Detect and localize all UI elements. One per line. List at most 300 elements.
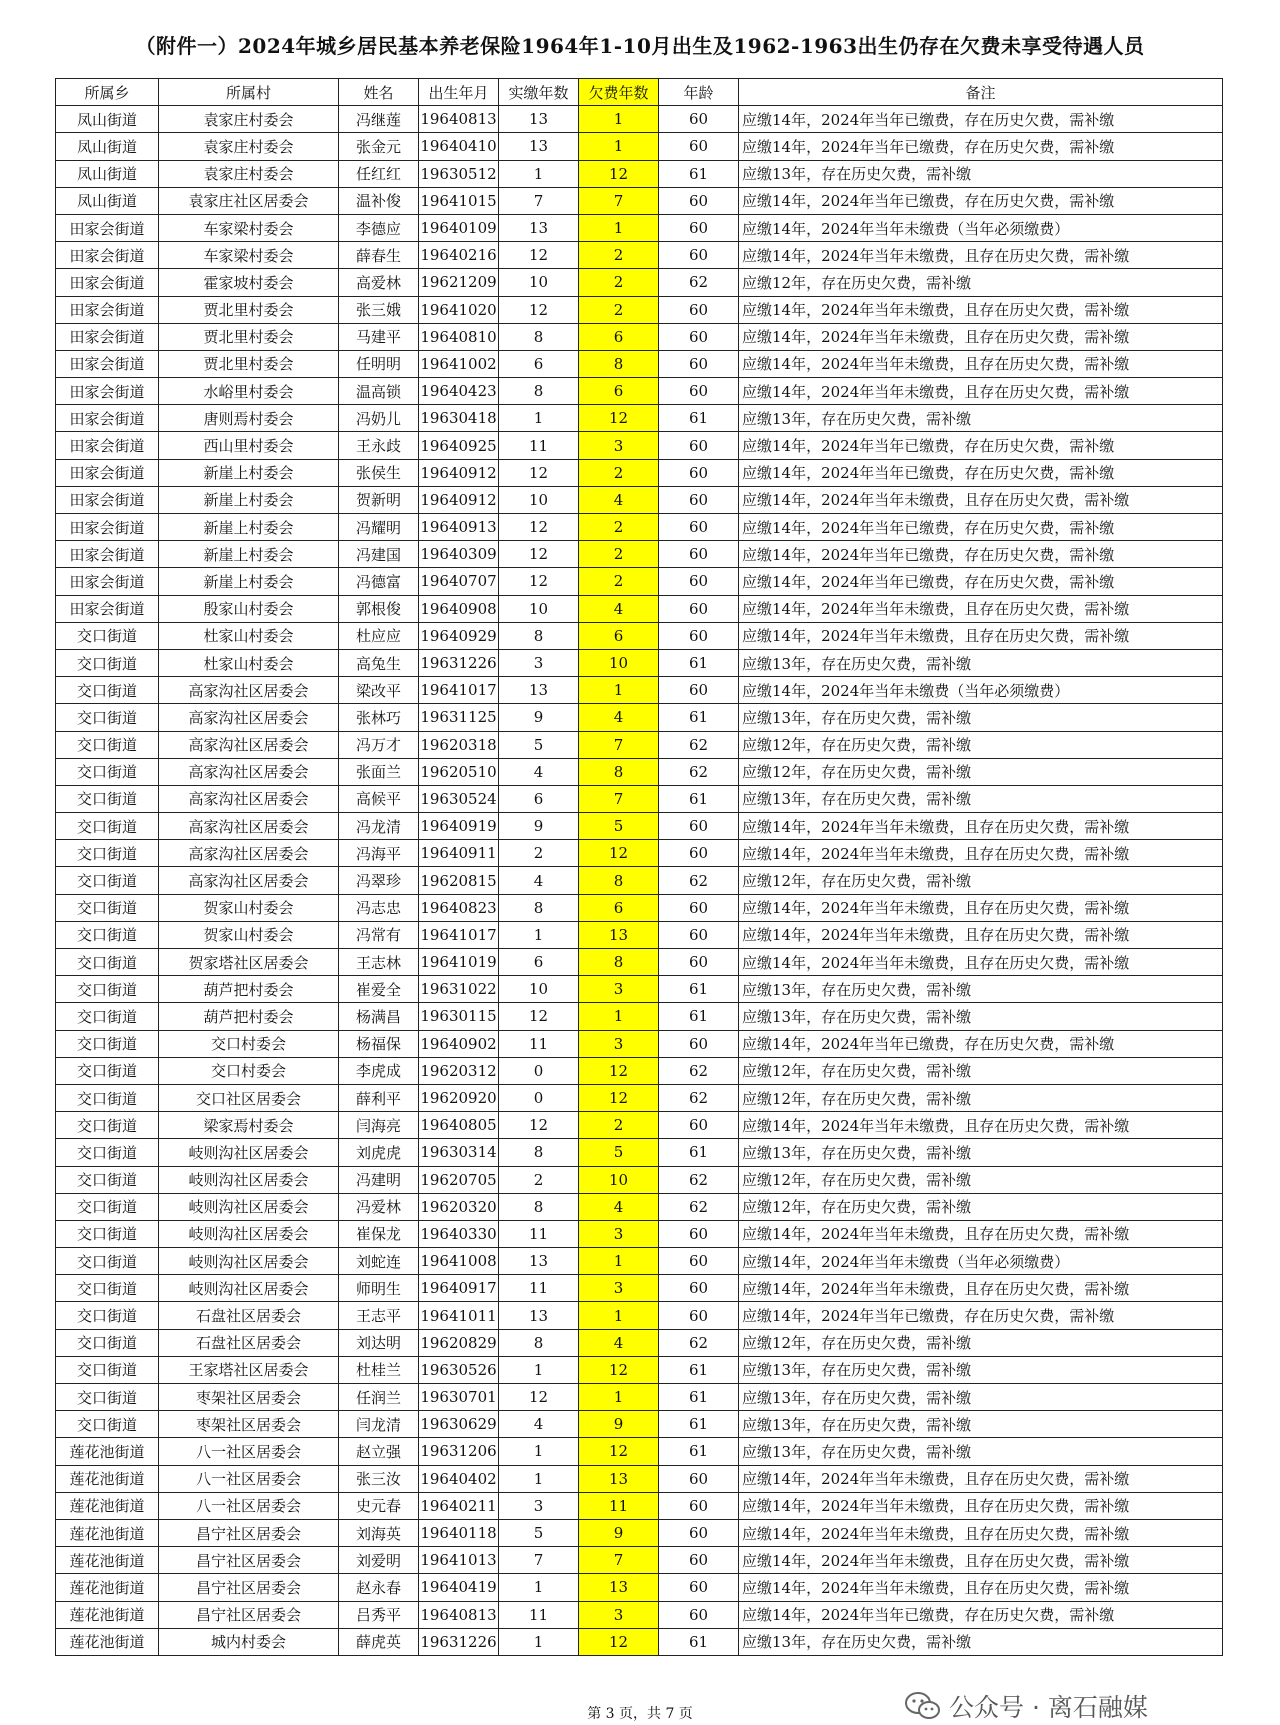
cell-township: 田家会街道	[56, 214, 159, 241]
cell-birth-date: 19620510	[419, 758, 499, 785]
cell-age: 61	[659, 405, 739, 432]
table-row	[56, 1057, 1223, 1084]
cell-township: 田家会街道	[56, 405, 159, 432]
cell-name: 刘虎虎	[339, 1139, 419, 1166]
cell-age: 60	[659, 568, 739, 595]
cell-name: 任明明	[339, 350, 419, 377]
cell-name: 张三汝	[339, 1465, 419, 1492]
cell-age: 61	[659, 1356, 739, 1383]
table-row	[56, 486, 1223, 513]
cell-remarks: 应缴14年，2024年当年未缴费（当年必须缴费）	[739, 214, 1223, 241]
cell-paid-years: 12	[499, 514, 579, 541]
cell-remarks: 应缴14年，2024年当年已缴费，存在历史欠费，需补缴	[739, 187, 1223, 214]
cell-name: 薛利平	[339, 1084, 419, 1111]
table-row	[56, 595, 1223, 622]
cell-age: 60	[659, 459, 739, 486]
cell-village: 昌宁社区居委会	[159, 1574, 339, 1601]
cell-age: 62	[659, 1166, 739, 1193]
cell-village: 岐则沟社区居委会	[159, 1220, 339, 1247]
cell-name: 刘海英	[339, 1519, 419, 1546]
cell-remarks: 应缴14年，2024年当年已缴费，存在历史欠费，需补缴	[739, 133, 1223, 160]
cell-birth-date: 19640423	[419, 378, 499, 405]
cell-age: 60	[659, 1248, 739, 1275]
cell-village: 新崖上村委会	[159, 514, 339, 541]
cell-village: 杜家山村委会	[159, 649, 339, 676]
cell-birth-date: 19620320	[419, 1193, 499, 1220]
cell-age: 61	[659, 160, 739, 187]
cell-age: 60	[659, 541, 739, 568]
table-row	[56, 405, 1223, 432]
cell-paid-years: 8	[499, 894, 579, 921]
cell-name: 任红红	[339, 160, 419, 187]
cell-paid-years: 5	[499, 731, 579, 758]
cell-birth-date: 19640805	[419, 1112, 499, 1139]
cell-paid-years: 12	[499, 541, 579, 568]
cell-paid-years: 4	[499, 867, 579, 894]
cell-birth-date: 19641019	[419, 949, 499, 976]
cell-name: 史元春	[339, 1492, 419, 1519]
cell-birth-date: 19640912	[419, 486, 499, 513]
table-row	[56, 894, 1223, 921]
cell-village: 昌宁社区居委会	[159, 1547, 339, 1574]
cell-age: 61	[659, 649, 739, 676]
cell-arrears-years: 6	[579, 323, 659, 350]
cell-birth-date: 19620312	[419, 1057, 499, 1084]
cell-village: 车家梁村委会	[159, 242, 339, 269]
cell-age: 62	[659, 1329, 739, 1356]
cell-birth-date: 19630418	[419, 405, 499, 432]
cell-arrears-years: 3	[579, 1275, 659, 1302]
cell-township: 凤山街道	[56, 133, 159, 160]
cell-village: 石盘社区居委会	[159, 1302, 339, 1329]
cell-arrears-years: 11	[579, 1492, 659, 1519]
table-row	[56, 1411, 1223, 1438]
cell-name: 师明生	[339, 1275, 419, 1302]
table-row	[56, 1628, 1223, 1655]
table-body	[56, 106, 1223, 1656]
cell-township: 交口街道	[56, 1166, 159, 1193]
cell-remarks: 应缴14年，2024年当年已缴费，存在历史欠费，需补缴	[739, 1302, 1223, 1329]
cell-name: 王志平	[339, 1302, 419, 1329]
cell-arrears-years: 2	[579, 269, 659, 296]
cell-village: 昌宁社区居委会	[159, 1519, 339, 1546]
cell-birth-date: 19641020	[419, 296, 499, 323]
cell-remarks: 应缴14年，2024年当年已缴费，存在历史欠费，需补缴	[739, 514, 1223, 541]
table-row	[56, 1302, 1223, 1329]
cell-paid-years: 11	[499, 432, 579, 459]
cell-remarks: 应缴12年，存在历史欠费，需补缴	[739, 269, 1223, 296]
cell-paid-years: 9	[499, 704, 579, 731]
cell-township: 交口街道	[56, 677, 159, 704]
cell-village: 高家沟社区居委会	[159, 867, 339, 894]
table-row	[56, 1601, 1223, 1628]
cell-township: 交口街道	[56, 894, 159, 921]
table-row	[56, 840, 1223, 867]
cell-age: 60	[659, 106, 739, 133]
cell-township: 莲花池街道	[56, 1547, 159, 1574]
cell-paid-years: 0	[499, 1084, 579, 1111]
cell-arrears-years: 1	[579, 1384, 659, 1411]
cell-paid-years: 7	[499, 187, 579, 214]
cell-paid-years: 1	[499, 160, 579, 187]
cell-age: 60	[659, 1547, 739, 1574]
cell-paid-years: 12	[499, 242, 579, 269]
cell-township: 田家会街道	[56, 350, 159, 377]
table-row	[56, 459, 1223, 486]
cell-paid-years: 4	[499, 758, 579, 785]
cell-birth-date: 19640419	[419, 1574, 499, 1601]
cell-birth-date: 19640810	[419, 323, 499, 350]
cell-paid-years: 3	[499, 1492, 579, 1519]
cell-birth-date: 19640813	[419, 1601, 499, 1628]
cell-name: 吕秀平	[339, 1601, 419, 1628]
cell-paid-years: 4	[499, 1411, 579, 1438]
cell-arrears-years: 6	[579, 622, 659, 649]
cell-township: 交口街道	[56, 921, 159, 948]
cell-remarks: 应缴14年，2024年当年未缴费，且存在历史欠费，需补缴	[739, 921, 1223, 948]
cell-paid-years: 6	[499, 949, 579, 976]
cell-birth-date: 19631206	[419, 1438, 499, 1465]
cell-age: 60	[659, 1519, 739, 1546]
cell-name: 崔爱全	[339, 976, 419, 1003]
cell-name: 高兔生	[339, 649, 419, 676]
cell-name: 闫海亮	[339, 1112, 419, 1139]
cell-village: 岐则沟社区居委会	[159, 1166, 339, 1193]
cell-age: 60	[659, 840, 739, 867]
cell-village: 梁家焉村委会	[159, 1112, 339, 1139]
table-row	[56, 1574, 1223, 1601]
cell-birth-date: 19640902	[419, 1030, 499, 1057]
cell-township: 交口街道	[56, 1112, 159, 1139]
cell-paid-years: 13	[499, 677, 579, 704]
cell-birth-date: 19640911	[419, 840, 499, 867]
cell-township: 凤山街道	[56, 187, 159, 214]
cell-arrears-years: 4	[579, 1193, 659, 1220]
cell-birth-date: 19630314	[419, 1139, 499, 1166]
cell-name: 王志林	[339, 949, 419, 976]
cell-birth-date: 19640919	[419, 813, 499, 840]
cell-paid-years: 1	[499, 1628, 579, 1655]
cell-age: 61	[659, 1139, 739, 1166]
page-footer: 第 3 页，共 7 页	[587, 1706, 693, 1722]
cell-arrears-years: 1	[579, 677, 659, 704]
cell-birth-date: 19620705	[419, 1166, 499, 1193]
table-row	[56, 677, 1223, 704]
cell-arrears-years: 12	[579, 160, 659, 187]
cell-township: 交口街道	[56, 1302, 159, 1329]
cell-remarks: 应缴14年，2024年当年未缴费，且存在历史欠费，需补缴	[739, 949, 1223, 976]
cell-village: 高家沟社区居委会	[159, 704, 339, 731]
cell-age: 60	[659, 595, 739, 622]
cell-arrears-years: 7	[579, 785, 659, 812]
cell-birth-date: 19640929	[419, 622, 499, 649]
cell-paid-years: 12	[499, 1112, 579, 1139]
cell-birth-date: 19620920	[419, 1084, 499, 1111]
cell-arrears-years: 3	[579, 976, 659, 1003]
cell-birth-date: 19640109	[419, 214, 499, 241]
table-row	[56, 758, 1223, 785]
cell-name: 郭根俊	[339, 595, 419, 622]
cell-name: 高候平	[339, 785, 419, 812]
cell-name: 冯常有	[339, 921, 419, 948]
cell-name: 薛春生	[339, 242, 419, 269]
cell-name: 刘蛇连	[339, 1248, 419, 1275]
cell-name: 冯耀明	[339, 514, 419, 541]
cell-arrears-years: 8	[579, 949, 659, 976]
cell-birth-date: 19630526	[419, 1356, 499, 1383]
cell-paid-years: 1	[499, 1574, 579, 1601]
cell-arrears-years: 4	[579, 1329, 659, 1356]
cell-remarks: 应缴14年，2024年当年未缴费，且存在历史欠费，需补缴	[739, 378, 1223, 405]
cell-arrears-years: 4	[579, 486, 659, 513]
cell-paid-years: 13	[499, 1248, 579, 1275]
cell-arrears-years: 5	[579, 813, 659, 840]
cell-village: 贺家塔社区居委会	[159, 949, 339, 976]
cell-paid-years: 11	[499, 1030, 579, 1057]
cell-arrears-years: 3	[579, 432, 659, 459]
cell-age: 60	[659, 677, 739, 704]
cell-township: 莲花池街道	[56, 1465, 159, 1492]
cell-arrears-years: 2	[579, 568, 659, 595]
cell-birth-date: 19640330	[419, 1220, 499, 1247]
cell-age: 61	[659, 785, 739, 812]
cell-age: 62	[659, 269, 739, 296]
cell-age: 60	[659, 296, 739, 323]
cell-paid-years: 10	[499, 976, 579, 1003]
cell-name: 冯海平	[339, 840, 419, 867]
cell-paid-years: 12	[499, 568, 579, 595]
cell-age: 62	[659, 1193, 739, 1220]
cell-arrears-years: 12	[579, 1356, 659, 1383]
cell-township: 交口街道	[56, 1003, 159, 1030]
cell-age: 62	[659, 1057, 739, 1084]
cell-village: 贺家山村委会	[159, 894, 339, 921]
table-row	[56, 1356, 1223, 1383]
cell-name: 王永歧	[339, 432, 419, 459]
cell-birth-date: 19631022	[419, 976, 499, 1003]
cell-township: 交口街道	[56, 1248, 159, 1275]
cell-name: 冯志忠	[339, 894, 419, 921]
cell-township: 凤山街道	[56, 106, 159, 133]
header-name: 姓名	[339, 79, 419, 106]
cell-township: 交口街道	[56, 758, 159, 785]
cell-village: 唐则焉村委会	[159, 405, 339, 432]
cell-arrears-years: 5	[579, 1139, 659, 1166]
cell-birth-date: 19641011	[419, 1302, 499, 1329]
cell-birth-date: 19621209	[419, 269, 499, 296]
cell-township: 交口街道	[56, 867, 159, 894]
table-row	[56, 1329, 1223, 1356]
watermark-text: 公众号 · 离石融媒	[949, 1693, 1148, 1722]
cell-age: 60	[659, 1302, 739, 1329]
cell-arrears-years: 2	[579, 459, 659, 486]
cell-township: 交口街道	[56, 1220, 159, 1247]
cell-birth-date: 19641013	[419, 1547, 499, 1574]
cell-paid-years: 11	[499, 1220, 579, 1247]
table-row	[56, 813, 1223, 840]
cell-village: 高家沟社区居委会	[159, 813, 339, 840]
table-row	[56, 1112, 1223, 1139]
cell-village: 殷家山村委会	[159, 595, 339, 622]
cell-remarks: 应缴12年，存在历史欠费，需补缴	[739, 1329, 1223, 1356]
cell-remarks: 应缴14年，2024年当年未缴费，且存在历史欠费，需补缴	[739, 595, 1223, 622]
cell-arrears-years: 7	[579, 731, 659, 758]
cell-birth-date: 19630629	[419, 1411, 499, 1438]
cell-age: 60	[659, 432, 739, 459]
cell-remarks: 应缴13年，存在历史欠费，需补缴	[739, 1356, 1223, 1383]
cell-arrears-years: 8	[579, 867, 659, 894]
cell-paid-years: 12	[499, 1003, 579, 1030]
cell-paid-years: 2	[499, 1166, 579, 1193]
cell-birth-date: 19640823	[419, 894, 499, 921]
cell-township: 交口街道	[56, 704, 159, 731]
cell-township: 莲花池街道	[56, 1628, 159, 1655]
cell-remarks: 应缴12年，存在历史欠费，需补缴	[739, 1166, 1223, 1193]
cell-remarks: 应缴14年，2024年当年已缴费，存在历史欠费，需补缴	[739, 1601, 1223, 1628]
cell-remarks: 应缴14年，2024年当年未缴费，且存在历史欠费，需补缴	[739, 1492, 1223, 1519]
cell-village: 枣架社区居委会	[159, 1411, 339, 1438]
cell-township: 交口街道	[56, 1193, 159, 1220]
cell-remarks: 应缴13年，存在历史欠费，需补缴	[739, 649, 1223, 676]
table-row	[56, 1384, 1223, 1411]
cell-remarks: 应缴14年，2024年当年未缴费，且存在历史欠费，需补缴	[739, 622, 1223, 649]
cell-name: 刘爱明	[339, 1547, 419, 1574]
cell-birth-date: 19630512	[419, 160, 499, 187]
cell-remarks: 应缴14年，2024年当年未缴费，且存在历史欠费，需补缴	[739, 296, 1223, 323]
cell-birth-date: 19640707	[419, 568, 499, 595]
table-row	[56, 731, 1223, 758]
wechat-icon	[905, 1691, 941, 1721]
cell-paid-years: 0	[499, 1057, 579, 1084]
cell-arrears-years: 1	[579, 1003, 659, 1030]
cell-age: 62	[659, 731, 739, 758]
cell-village: 岐则沟社区居委会	[159, 1139, 339, 1166]
cell-arrears-years: 7	[579, 1547, 659, 1574]
cell-township: 交口街道	[56, 649, 159, 676]
cell-remarks: 应缴14年，2024年当年未缴费，且存在历史欠费，需补缴	[739, 840, 1223, 867]
cell-age: 61	[659, 1628, 739, 1655]
cell-name: 张面兰	[339, 758, 419, 785]
cell-arrears-years: 1	[579, 214, 659, 241]
cell-remarks: 应缴14年，2024年当年已缴费，存在历史欠费，需补缴	[739, 459, 1223, 486]
cell-paid-years: 12	[499, 296, 579, 323]
cell-remarks: 应缴13年，存在历史欠费，需补缴	[739, 160, 1223, 187]
cell-birth-date: 19640309	[419, 541, 499, 568]
cell-age: 60	[659, 1601, 739, 1628]
cell-village: 袁家庄村委会	[159, 160, 339, 187]
cell-village: 西山里村委会	[159, 432, 339, 459]
cell-paid-years: 8	[499, 378, 579, 405]
cell-township: 交口街道	[56, 1139, 159, 1166]
cell-township: 田家会街道	[56, 568, 159, 595]
cell-age: 60	[659, 622, 739, 649]
cell-name: 冯继莲	[339, 106, 419, 133]
cell-arrears-years: 2	[579, 514, 659, 541]
cell-township: 交口街道	[56, 1329, 159, 1356]
cell-arrears-years: 12	[579, 1084, 659, 1111]
cell-age: 60	[659, 1030, 739, 1057]
cell-birth-date: 19620815	[419, 867, 499, 894]
cell-age: 60	[659, 1275, 739, 1302]
cell-paid-years: 8	[499, 1139, 579, 1166]
cell-name: 冯德富	[339, 568, 419, 595]
cell-birth-date: 19640925	[419, 432, 499, 459]
cell-birth-date: 19631226	[419, 1628, 499, 1655]
cell-village: 八一社区居委会	[159, 1492, 339, 1519]
cell-township: 田家会街道	[56, 323, 159, 350]
cell-remarks: 应缴14年，2024年当年已缴费，存在历史欠费，需补缴	[739, 1030, 1223, 1057]
cell-village: 袁家庄社区居委会	[159, 187, 339, 214]
cell-paid-years: 13	[499, 133, 579, 160]
cell-birth-date: 19630524	[419, 785, 499, 812]
cell-remarks: 应缴13年，存在历史欠费，需补缴	[739, 1438, 1223, 1465]
cell-village: 八一社区居委会	[159, 1465, 339, 1492]
cell-name: 李虎成	[339, 1057, 419, 1084]
cell-township: 田家会街道	[56, 242, 159, 269]
cell-remarks: 应缴14年，2024年当年未缴费，且存在历史欠费，需补缴	[739, 1275, 1223, 1302]
header-arrears-years: 欠费年数	[579, 79, 659, 106]
cell-village: 八一社区居委会	[159, 1438, 339, 1465]
cell-name: 冯龙清	[339, 813, 419, 840]
cell-name: 刘达明	[339, 1329, 419, 1356]
cell-remarks: 应缴13年，存在历史欠费，需补缴	[739, 1628, 1223, 1655]
cell-remarks: 应缴14年，2024年当年未缴费，且存在历史欠费，需补缴	[739, 813, 1223, 840]
cell-arrears-years: 12	[579, 1057, 659, 1084]
cell-township: 交口街道	[56, 1084, 159, 1111]
cell-arrears-years: 2	[579, 296, 659, 323]
cell-remarks: 应缴12年，存在历史欠费，需补缴	[739, 867, 1223, 894]
cell-remarks: 应缴14年，2024年当年未缴费，且存在历史欠费，需补缴	[739, 486, 1223, 513]
table-row	[56, 1248, 1223, 1275]
cell-paid-years: 8	[499, 622, 579, 649]
cell-age: 60	[659, 813, 739, 840]
cell-remarks: 应缴13年，存在历史欠费，需补缴	[739, 704, 1223, 731]
table-row	[56, 187, 1223, 214]
cell-name: 冯建明	[339, 1166, 419, 1193]
cell-age: 60	[659, 1574, 739, 1601]
cell-birth-date: 19620318	[419, 731, 499, 758]
cell-remarks: 应缴12年，存在历史欠费，需补缴	[739, 758, 1223, 785]
cell-village: 贺家山村委会	[159, 921, 339, 948]
table-row	[56, 1193, 1223, 1220]
cell-village: 杜家山村委会	[159, 622, 339, 649]
cell-age: 60	[659, 350, 739, 377]
cell-township: 田家会街道	[56, 432, 159, 459]
cell-birth-date: 19640917	[419, 1275, 499, 1302]
cell-arrears-years: 13	[579, 1465, 659, 1492]
cell-village: 高家沟社区居委会	[159, 758, 339, 785]
cell-village: 交口社区居委会	[159, 1084, 339, 1111]
cell-township: 田家会街道	[56, 378, 159, 405]
table-row	[56, 1166, 1223, 1193]
cell-birth-date: 19640216	[419, 242, 499, 269]
cell-remarks: 应缴13年，存在历史欠费，需补缴	[739, 405, 1223, 432]
cell-remarks: 应缴12年，存在历史欠费，需补缴	[739, 1193, 1223, 1220]
cell-paid-years: 8	[499, 1193, 579, 1220]
cell-age: 61	[659, 1003, 739, 1030]
cell-age: 62	[659, 867, 739, 894]
cell-township: 田家会街道	[56, 541, 159, 568]
cell-remarks: 应缴14年，2024年当年未缴费，且存在历史欠费，需补缴	[739, 242, 1223, 269]
cell-birth-date: 19640912	[419, 459, 499, 486]
table-row	[56, 1030, 1223, 1057]
cell-birth-date: 19631226	[419, 649, 499, 676]
cell-paid-years: 1	[499, 1465, 579, 1492]
cell-remarks: 应缴13年，存在历史欠费，需补缴	[739, 976, 1223, 1003]
cell-paid-years: 1	[499, 405, 579, 432]
cell-remarks: 应缴14年，2024年当年已缴费，存在历史欠费，需补缴	[739, 568, 1223, 595]
cell-remarks: 应缴14年，2024年当年未缴费，且存在历史欠费，需补缴	[739, 323, 1223, 350]
